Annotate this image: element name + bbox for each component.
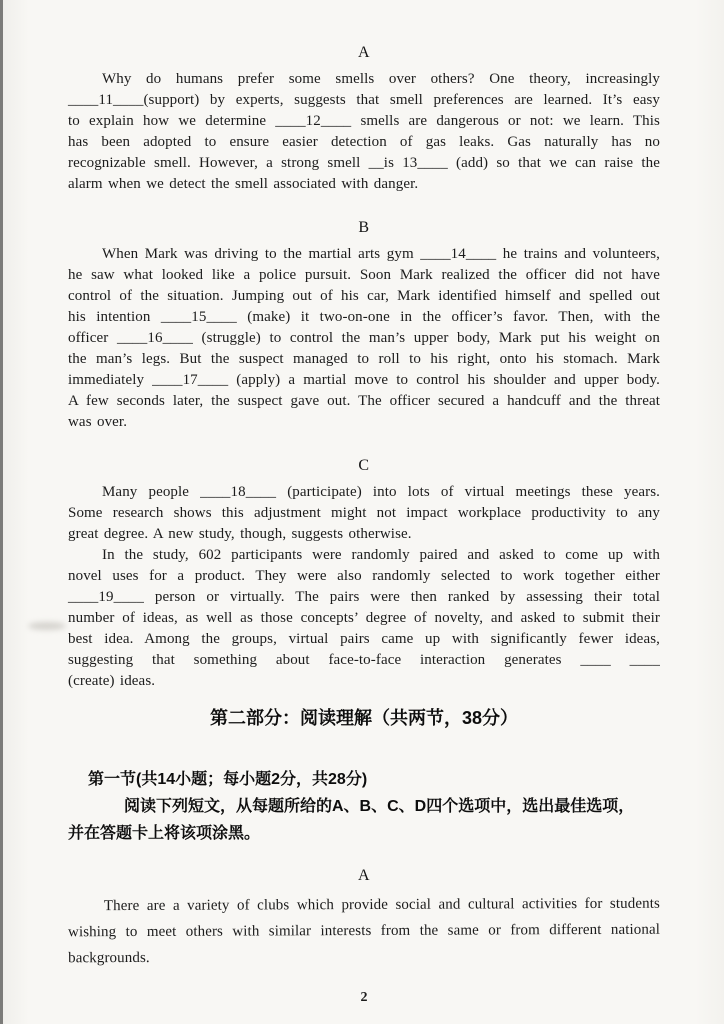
passage-a-line: ____11____(support) by experts, suggests that smell preferences are learned. It’s easy — [68, 92, 660, 108]
section1-title: 第一节(共14小题；每小题2分，共28分) — [88, 771, 368, 788]
passage-b-line: was over. — [68, 414, 128, 430]
passage-a-line: recognizable smell. However, a strong smell __is 13____ (add) so that we can raise the — [68, 155, 660, 171]
cloze-passage-b — [68, 244, 660, 433]
cloze-passage-a-heading: A — [357, 44, 371, 61]
reading-passage-a-heading: A — [357, 867, 371, 884]
section1-instruction-line: 阅读下列短文，从每题所给的A、B、C、D四个选项中，选出最佳选项， — [124, 798, 635, 815]
scan-edge-artifact — [0, 0, 3, 1024]
passage-a-line: has been adopted to ensure easier detection of gas leaks. Gas naturally has no — [68, 134, 660, 150]
passage-b-line: the man’s legs. But the suspect managed to roll to his right, onto his stomach. Mark — [68, 351, 660, 367]
passage-c-line: great degree. A new study, though, suggests otherwise. — [68, 526, 412, 542]
passage-c-line: number of ideas, as well as those concepts’ degree of novelty, and asked to submit their — [68, 610, 660, 626]
reading-passage-a — [68, 891, 660, 972]
passage-a-line: to explain how we determine ____12____ smells are dangerous or not: we learn. This — [68, 113, 660, 129]
passage-c-line: suggesting that something about face-to-face interaction generates ____ ____ — [68, 652, 660, 668]
cloze-passage-c — [68, 482, 660, 692]
cloze-passage-a — [68, 69, 660, 195]
part2-section-header: 第二部分：阅读理解（共两节，38分） — [209, 708, 519, 728]
passage-b-line: When Mark was driving to the martial arts gym ____14____ he trains and volunteers, — [102, 246, 660, 262]
passage-b-line: immediately ____17____ (apply) a martial move to control his shoulder and upper body. — [68, 372, 660, 388]
passage-c-line: Some research shows this adjustment might not impact workplace productivity to any — [68, 505, 660, 521]
passage-a-line: Why do humans prefer some smells over others? One theory, increasingly — [102, 71, 660, 87]
passage-c-line: best idea. Among the groups, virtual pairs came up with significantly fewer ideas, — [68, 631, 660, 647]
passage-c-line: ____19____ person or virtually. The pairs were then ranked by assessing their total — [68, 589, 660, 605]
passage-b-line: officer ____16____ (struggle) to control the man’s upper body, Mark put his weight on — [68, 330, 660, 346]
passage-b-line: A few seconds later, the suspect gave out. The officer secured a handcuff and the threat — [68, 393, 660, 409]
page-number: 2 — [360, 990, 368, 1005]
cloze-passage-b-heading: B — [358, 219, 370, 236]
passage-b-line: he saw what looked like a police pursuit. Soon Mark realized the officer did not have — [68, 267, 660, 283]
reading-a-line: There are a variety of clubs which provide social and cultural activities for students — [103, 895, 660, 915]
passage-c-line: (create) ideas. — [68, 673, 156, 689]
section1-instruction-line: 并在答题卡上将该项涂黑。 — [68, 825, 261, 842]
reading-a-line: backgrounds. — [68, 949, 150, 967]
cloze-passage-c-heading: C — [358, 457, 370, 474]
section1-instructions — [68, 766, 660, 847]
passage-b-line: control of the situation. Jumping out of his car, Mark identified himself and spelled out — [68, 288, 660, 304]
passage-c-line: In the study, 602 participants were randomly paired and asked to come up with — [102, 547, 660, 563]
scan-smudge-artifact — [28, 622, 66, 630]
passage-b-line: his intention ____15____ (make) it two-on-one in the officer’s favor. Then, with the — [68, 309, 660, 325]
passage-c-line: novel uses for a product. They were also randomly selected to work together either — [68, 568, 660, 584]
reading-a-line: wishing to meet others with similar interests from the same or from different national — [67, 921, 661, 941]
passage-c-line: Many people ____18____ (participate) into lots of virtual meetings these years. — [102, 484, 660, 500]
passage-a-line: alarm when we detect the smell associated with danger. — [68, 176, 419, 192]
